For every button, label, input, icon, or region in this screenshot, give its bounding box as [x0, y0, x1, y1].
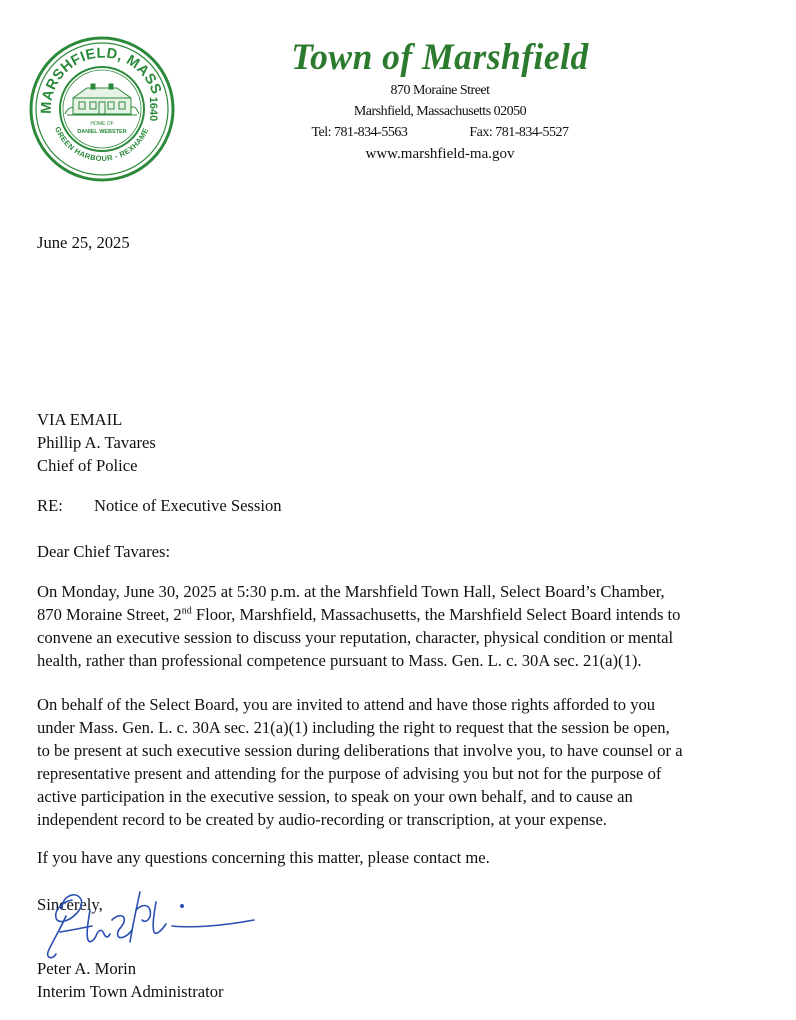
paragraph-2-line: representative present and attending for the purpose of advising you but not for the purpose of	[37, 764, 662, 783]
paragraph-3: If you have any questions concerning this matter, please contact me.	[37, 848, 490, 867]
letterhead-title: Town of Marshfield	[291, 37, 589, 78]
signer-name: Peter A. Morin	[37, 959, 137, 978]
subject-line	[37, 494, 787, 517]
paragraph-2-line: independent record to be created by audio-recording or transcription, at your expense.	[37, 810, 607, 829]
subject-text: Notice of Executive Session	[94, 496, 282, 515]
subject-label: RE:	[37, 496, 63, 515]
seal-house-illustration	[65, 84, 139, 115]
paragraph-1-line-3: convene an executive session to discuss your reputation, character, physical condition or mental	[37, 628, 674, 647]
seal-year: 1640	[147, 96, 159, 122]
recipient-block	[37, 408, 787, 477]
paragraph-1-line-1: On Monday, June 30, 2025 at 5:30 p.m. at the Marshfield Town Hall, Select Board’s Chamber,	[37, 582, 665, 601]
paragraph-1-line-2: 870 Moraine Street, 2nd Floor, Marshfield, Massachusetts, the Marshfield Select Board intends to	[37, 605, 681, 624]
letterhead-fax: Fax: 781-834-5527	[469, 125, 569, 140]
letterhead-website: www.marshfield-ma.gov	[365, 146, 515, 162]
letter-date: June 25, 2025	[37, 233, 130, 252]
paragraph-2-line: to be present at such executive session during deliberations that involve you, to have counsel or a	[37, 741, 683, 760]
letterhead-phone-row	[250, 122, 630, 143]
letterhead-street: 870 Moraine Street	[390, 83, 490, 98]
recipient-method: VIA EMAIL	[37, 410, 123, 429]
seal-inner-text-1: HOME OF	[90, 121, 114, 127]
paragraph-2	[37, 693, 787, 831]
signer-title: Interim Town Administrator	[37, 982, 224, 1001]
recipient-name: Phillip A. Tavares	[37, 433, 156, 452]
town-seal	[29, 36, 175, 182]
recipient-title: Chief of Police	[37, 456, 138, 475]
signer-block	[37, 957, 787, 1003]
paragraph-2-line: On behalf of the Select Board, you are invited to attend and have those rights afforded to you	[37, 695, 656, 714]
letterhead-city: Marshfield, Massachusetts 02050	[353, 104, 527, 119]
seal-top-text: MARSHFIELD, MASS	[38, 45, 165, 115]
salutation: Dear Chief Tavares:	[37, 542, 171, 561]
paragraph-1	[37, 580, 787, 672]
paragraph-1-line-4: health, rather than professional competence pursuant to Mass. Gen. L. c. 30A sec. 21(a)(1).	[37, 651, 642, 670]
closing: Sincerely,	[37, 895, 103, 914]
paragraph-2-line: under Mass. Gen. L. c. 30A sec. 21(a)(1) including the right to request that the session be open,	[37, 718, 670, 737]
seal-inner-text-2: DANIEL WEBSTER	[77, 129, 127, 135]
letterhead	[250, 36, 630, 165]
paragraph-2-line: active participation in the executive session, to speak on your own behalf, and to cause an	[37, 787, 633, 806]
letterhead-tel: Tel: 781-834-5563	[311, 125, 408, 140]
seal-bottom-text: GREEN HARBOUR - REXHAME	[53, 125, 151, 164]
